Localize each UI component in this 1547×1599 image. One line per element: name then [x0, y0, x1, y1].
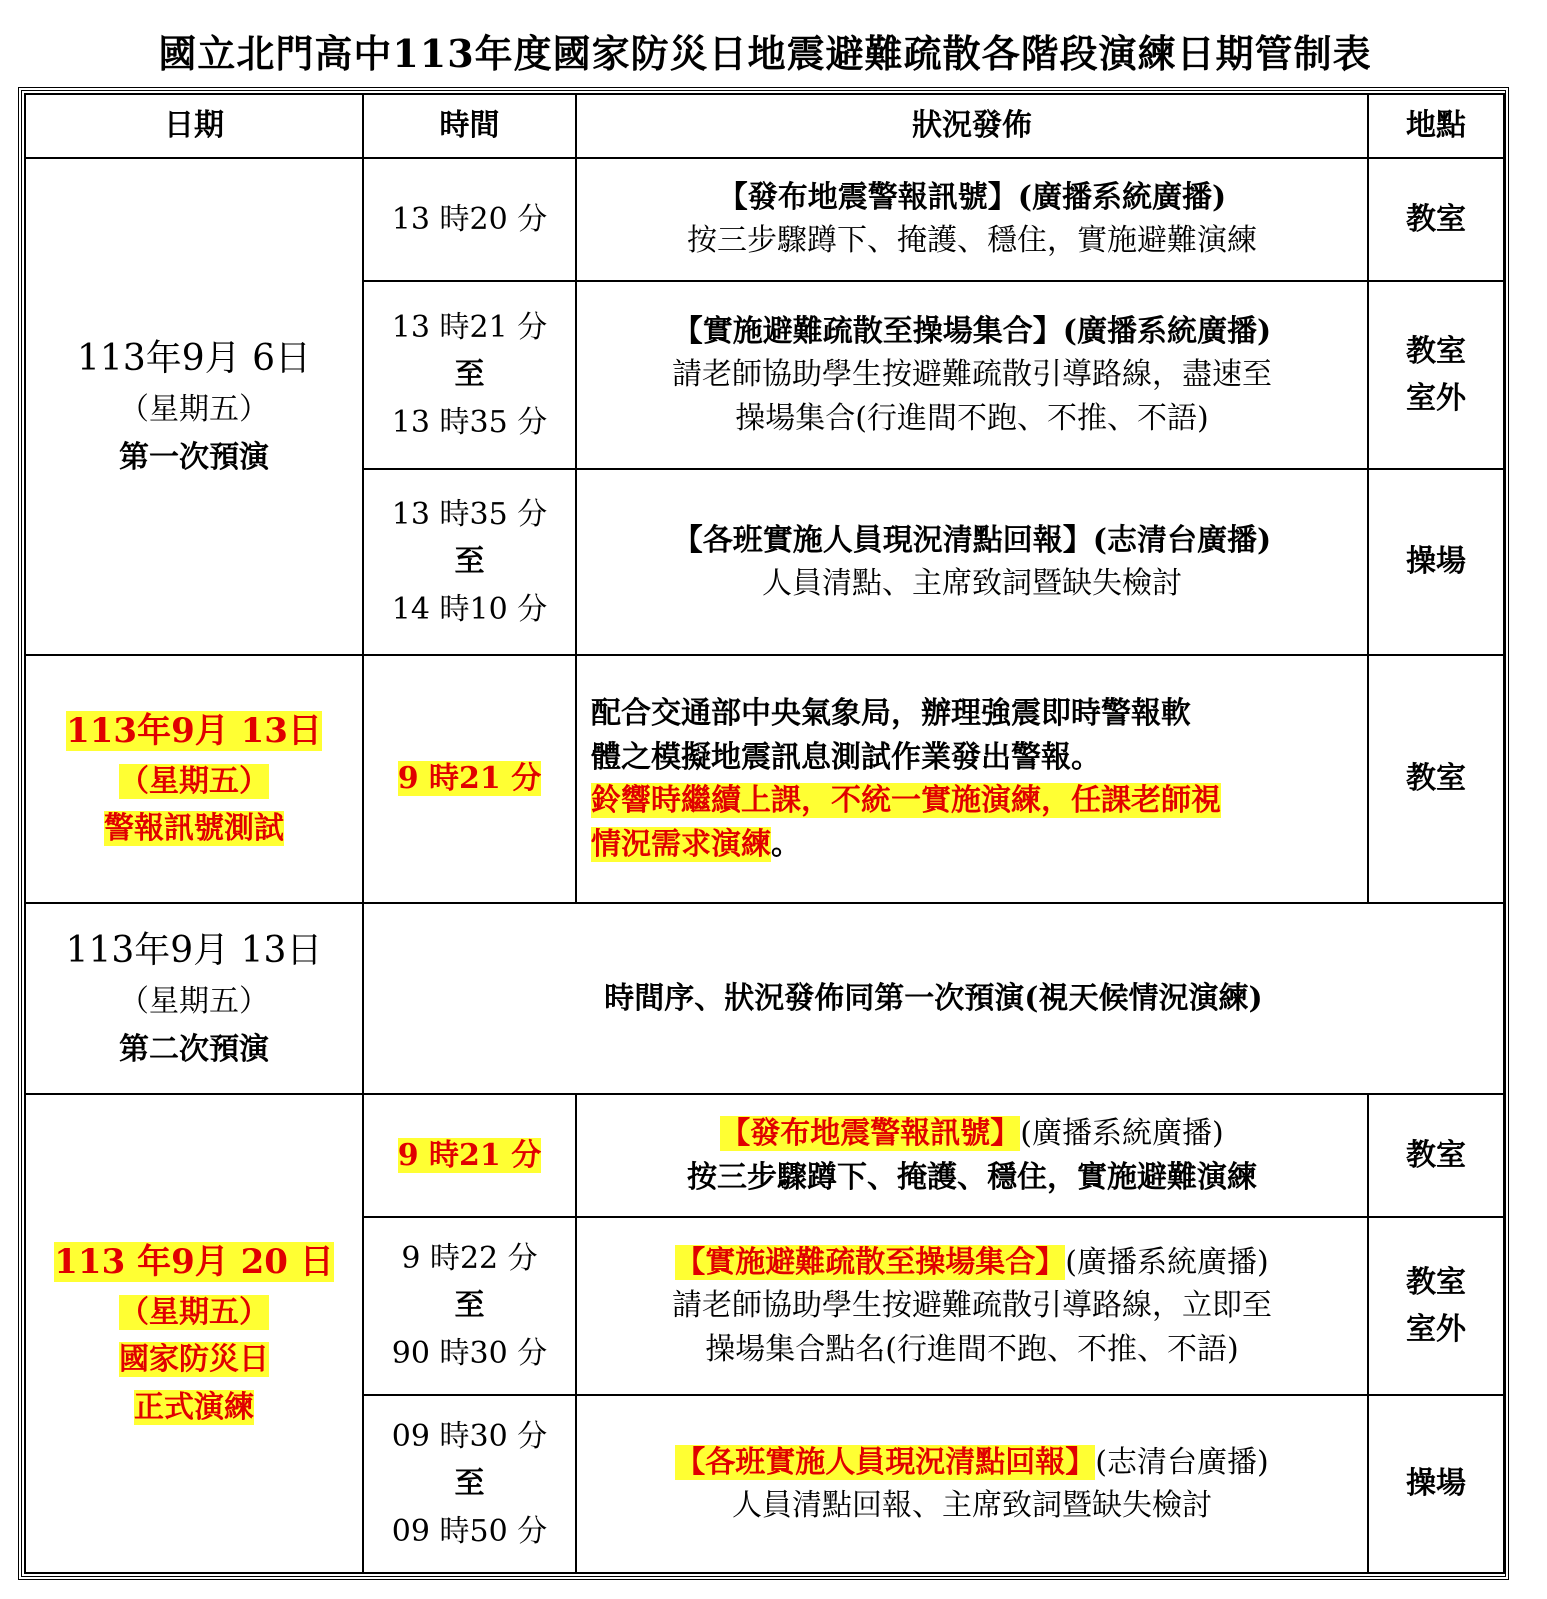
header-time: 時間	[363, 94, 576, 158]
status-desc: 人員清點回報、主席致詞暨缺失檢討	[732, 1488, 1212, 1524]
event-label: 第二次預演	[119, 1031, 269, 1067]
status-note: (志清台廣播)	[1092, 522, 1272, 558]
status-cell	[576, 469, 1368, 655]
date-cell-alarm-test	[25, 655, 363, 903]
table-row	[25, 158, 1504, 281]
time-text: 14 時10 分	[391, 591, 548, 627]
time-text: 13 時21 分	[391, 309, 548, 345]
time-to: 至	[454, 1466, 485, 1502]
status-desc: 配合交通部中央氣象局，辦理強震即時警報軟	[591, 696, 1191, 731]
time-text: 9 時21 分	[397, 761, 542, 797]
status-cell	[576, 1217, 1368, 1395]
schedule-table	[24, 93, 1505, 1574]
date-text: 113年9月 13日	[66, 711, 322, 752]
date-text: 113年9月 13日	[65, 930, 323, 972]
status-desc: 按三步驟蹲下、掩護、穩住，實施避難演練	[687, 1159, 1257, 1195]
status-desc: 操場集合點名(行進間不跑、不推、不語)	[705, 1331, 1239, 1367]
status-desc: 時間序、狀況發佈同第一次預演(視天候情況演練)	[604, 980, 1263, 1016]
event-label: 第一次預演	[119, 439, 269, 475]
status-cell	[576, 1395, 1368, 1573]
status-cell	[576, 158, 1368, 281]
table-row	[25, 1094, 1504, 1217]
location-cell: 操場	[1368, 469, 1504, 655]
status-desc: 按三步驟蹲下、掩護、穩住，實施避難演練	[687, 223, 1257, 259]
status-title: 【實施避難疏散至操場集合】	[675, 1244, 1066, 1280]
time-to: 至	[454, 357, 485, 393]
status-note: (廣播系統廣播)	[1065, 1244, 1269, 1280]
status-title: 【各班實施人員現況清點回報】	[675, 1444, 1096, 1480]
date-cell-official-drill	[25, 1094, 363, 1573]
header-date: 日期	[25, 94, 363, 158]
header-status: 狀況發佈	[576, 94, 1368, 158]
time-text: 09 時30 分	[391, 1418, 548, 1454]
weekday-text: （星期五）	[119, 392, 269, 428]
status-cell	[576, 655, 1368, 903]
location-text: 教室	[1406, 333, 1466, 369]
status-warning: 情況需求演練	[591, 826, 771, 862]
date-cell-second-rehearsal	[25, 903, 363, 1094]
time-text: 13 時35 分	[391, 496, 548, 532]
date-text: 113 年9月 20 日	[54, 1242, 334, 1282]
time-cell	[363, 655, 576, 903]
status-cell	[576, 1094, 1368, 1217]
location-cell	[1368, 281, 1504, 469]
status-warning-tail: 。	[771, 826, 801, 862]
location-cell: 教室	[1368, 1094, 1504, 1217]
weekday-text: （星期五）	[119, 763, 269, 799]
status-desc: 操場集合(行進間不跑、不推、不語)	[735, 400, 1209, 436]
time-text: 09 時50 分	[391, 1513, 548, 1549]
time-cell	[363, 1217, 576, 1395]
table-row	[25, 903, 1504, 1094]
event-label: 警報訊號測試	[104, 811, 284, 847]
location-text: 室外	[1406, 381, 1466, 417]
time-text: 13 時20 分	[391, 201, 548, 237]
status-desc: 請老師協助學生按避難疏散引導路線，立即至	[672, 1288, 1272, 1324]
status-title: 【各班實施人員現況清點回報】	[672, 522, 1093, 558]
weekday-text: （星期五）	[119, 984, 269, 1020]
location-cell: 教室	[1368, 158, 1504, 281]
status-desc: 體之模擬地震訊息測試作業發出警報。	[591, 739, 1101, 775]
time-cell	[363, 1395, 576, 1573]
time-cell	[363, 281, 576, 469]
time-to: 至	[454, 1288, 485, 1324]
location-text: 教室	[1406, 1264, 1466, 1300]
header-row	[25, 94, 1504, 158]
date-cell-first-rehearsal	[25, 158, 363, 655]
time-to: 至	[454, 544, 485, 580]
status-note: (廣播系統廣播)	[1062, 313, 1272, 349]
status-desc: 人員清點、主席致詞暨缺失檢討	[762, 566, 1182, 602]
table-row	[25, 655, 1504, 903]
event-label: 正式演練	[134, 1389, 254, 1425]
time-cell	[363, 1094, 576, 1217]
time-text: 9 時21 分	[397, 1137, 542, 1173]
time-text: 9 時22 分	[401, 1240, 538, 1276]
location-text: 室外	[1406, 1312, 1466, 1348]
location-cell: 教室	[1368, 655, 1504, 903]
status-note: (志清台廣播)	[1095, 1444, 1269, 1480]
location-cell: 操場	[1368, 1395, 1504, 1573]
status-cell	[576, 281, 1368, 469]
weekday-text: （星期五）	[119, 1294, 269, 1330]
status-desc: 請老師協助學生按避難疏散引導路線，盡速至	[672, 357, 1272, 393]
status-title: 【發布地震警報訊號】	[720, 1116, 1021, 1152]
location-cell	[1368, 1217, 1504, 1395]
event-label: 國家防災日	[119, 1342, 269, 1377]
date-text: 113年9月 6日	[77, 338, 311, 380]
header-location: 地點	[1368, 94, 1504, 158]
status-title: 【發布地震警報訊號】	[717, 179, 1018, 215]
merged-status-cell	[363, 903, 1504, 1094]
page-title: 國立北門高中113年度國家防災日地震避難疏散各階段演練日期管制表	[158, 31, 1372, 76]
time-cell	[363, 158, 576, 281]
time-text: 90 時30 分	[391, 1335, 548, 1371]
status-note: (廣播系統廣播)	[1020, 1116, 1224, 1152]
status-warning: 鈴響時繼續上課，不統一實施演練，任課老師視	[591, 783, 1221, 818]
time-cell	[363, 469, 576, 655]
status-note: (廣播系統廣播)	[1017, 179, 1227, 215]
status-title: 【實施避難疏散至操場集合】	[672, 313, 1063, 349]
time-text: 13 時35 分	[391, 404, 548, 440]
